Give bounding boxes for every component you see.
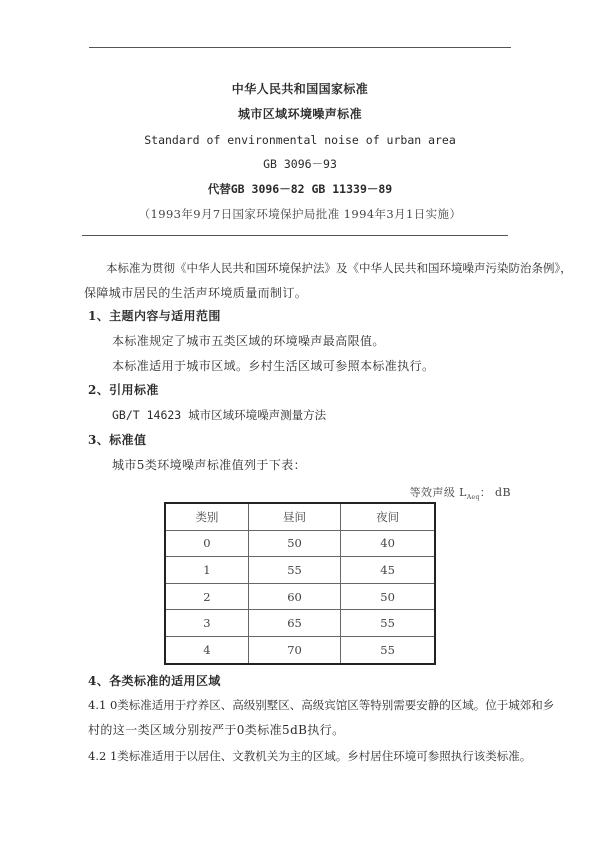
table-row <box>165 557 435 584</box>
cell-daytime: 55 <box>248 557 340 584</box>
section-1-heading: 1、主题内容与适用范围 <box>88 309 221 323</box>
standard-code: GB 3096－93 <box>263 157 337 171</box>
cell-daytime: 70 <box>248 636 340 663</box>
cell-category: 4 <box>165 636 248 663</box>
issuer-title: 中华人民共和国国家标准 <box>231 82 369 96</box>
cell-category: 0 <box>165 530 248 557</box>
section-3-heading: 3、标准值 <box>88 433 147 447</box>
header-daytime: 昼间 <box>248 503 340 530</box>
approval-note: （1993年9月7日国家环境保护局批准 1994年3月1日实施） <box>138 207 462 221</box>
cell-nighttime: 55 <box>341 610 435 637</box>
section-3-para-1: 城市5类环境噪声标准值列于下表： <box>112 458 307 472</box>
cell-category: 2 <box>165 583 248 610</box>
header-nighttime: 夜间 <box>341 503 435 530</box>
section-1-para-1: 本标准规定了城市五类区域的环境噪声最高限值。 <box>112 334 385 348</box>
cell-category: 3 <box>165 610 248 637</box>
noise-standard-table <box>164 502 436 665</box>
header-divider <box>82 235 508 236</box>
table-row <box>165 530 435 557</box>
intro-line-1: 本标准为贯彻《中华人民共和国环境保护法》及《中华人民共和国环境噪声污染防治条例》， <box>106 261 572 275</box>
table-row <box>165 610 435 637</box>
section-2-para-1: GB/T 14623 城市区域环境噪声测量方法 <box>112 408 327 422</box>
cell-daytime: 65 <box>248 610 340 637</box>
cell-daytime: 60 <box>248 583 340 610</box>
section-1-para-2: 本标准适用于城市区域。乡村生活区域可参照本标准执行。 <box>112 359 435 373</box>
unit-prefix: 等效声级 L <box>409 486 467 499</box>
cell-nighttime: 45 <box>341 557 435 584</box>
cell-daytime: 50 <box>248 530 340 557</box>
cell-nighttime: 50 <box>341 583 435 610</box>
replaces-note: 代替GB 3096－82 GB 11339－89 <box>207 182 393 196</box>
section-4-heading: 4、各类标准的适用区域 <box>88 674 221 688</box>
header-category: 类别 <box>165 503 248 530</box>
unit-subscript: Aeq <box>466 494 480 502</box>
section-4-para-3: 4.2 1类标准适用于以居住、文教机关为主的区域。乡村居住环境可参照执行该类标准。 <box>88 749 532 763</box>
section-4-para-1: 4.1 0类标准适用于疗养区、高级别墅区、高级宾馆区等特别需要安静的区域。位于城郊和乡 <box>88 698 555 712</box>
table-header-row <box>165 503 435 530</box>
cell-nighttime: 40 <box>341 530 435 557</box>
section-4-para-2: 村的这一类区域分别按严于0类标准5dB执行。 <box>88 723 345 737</box>
cell-category: 1 <box>165 557 248 584</box>
document-title-cn: 城市区域环境噪声标准 <box>237 107 362 121</box>
unit-suffix: ： dB <box>479 486 511 499</box>
intro-line-2: 保障城市居民的生活声环境质量而制订。 <box>84 286 308 300</box>
cell-nighttime: 55 <box>341 636 435 663</box>
top-divider <box>89 47 511 48</box>
section-2-heading: 2、引用标准 <box>88 383 159 397</box>
table-row <box>165 636 435 663</box>
document-title-en: Standard of environmental noise of urban area <box>144 133 456 147</box>
table-row <box>165 583 435 610</box>
